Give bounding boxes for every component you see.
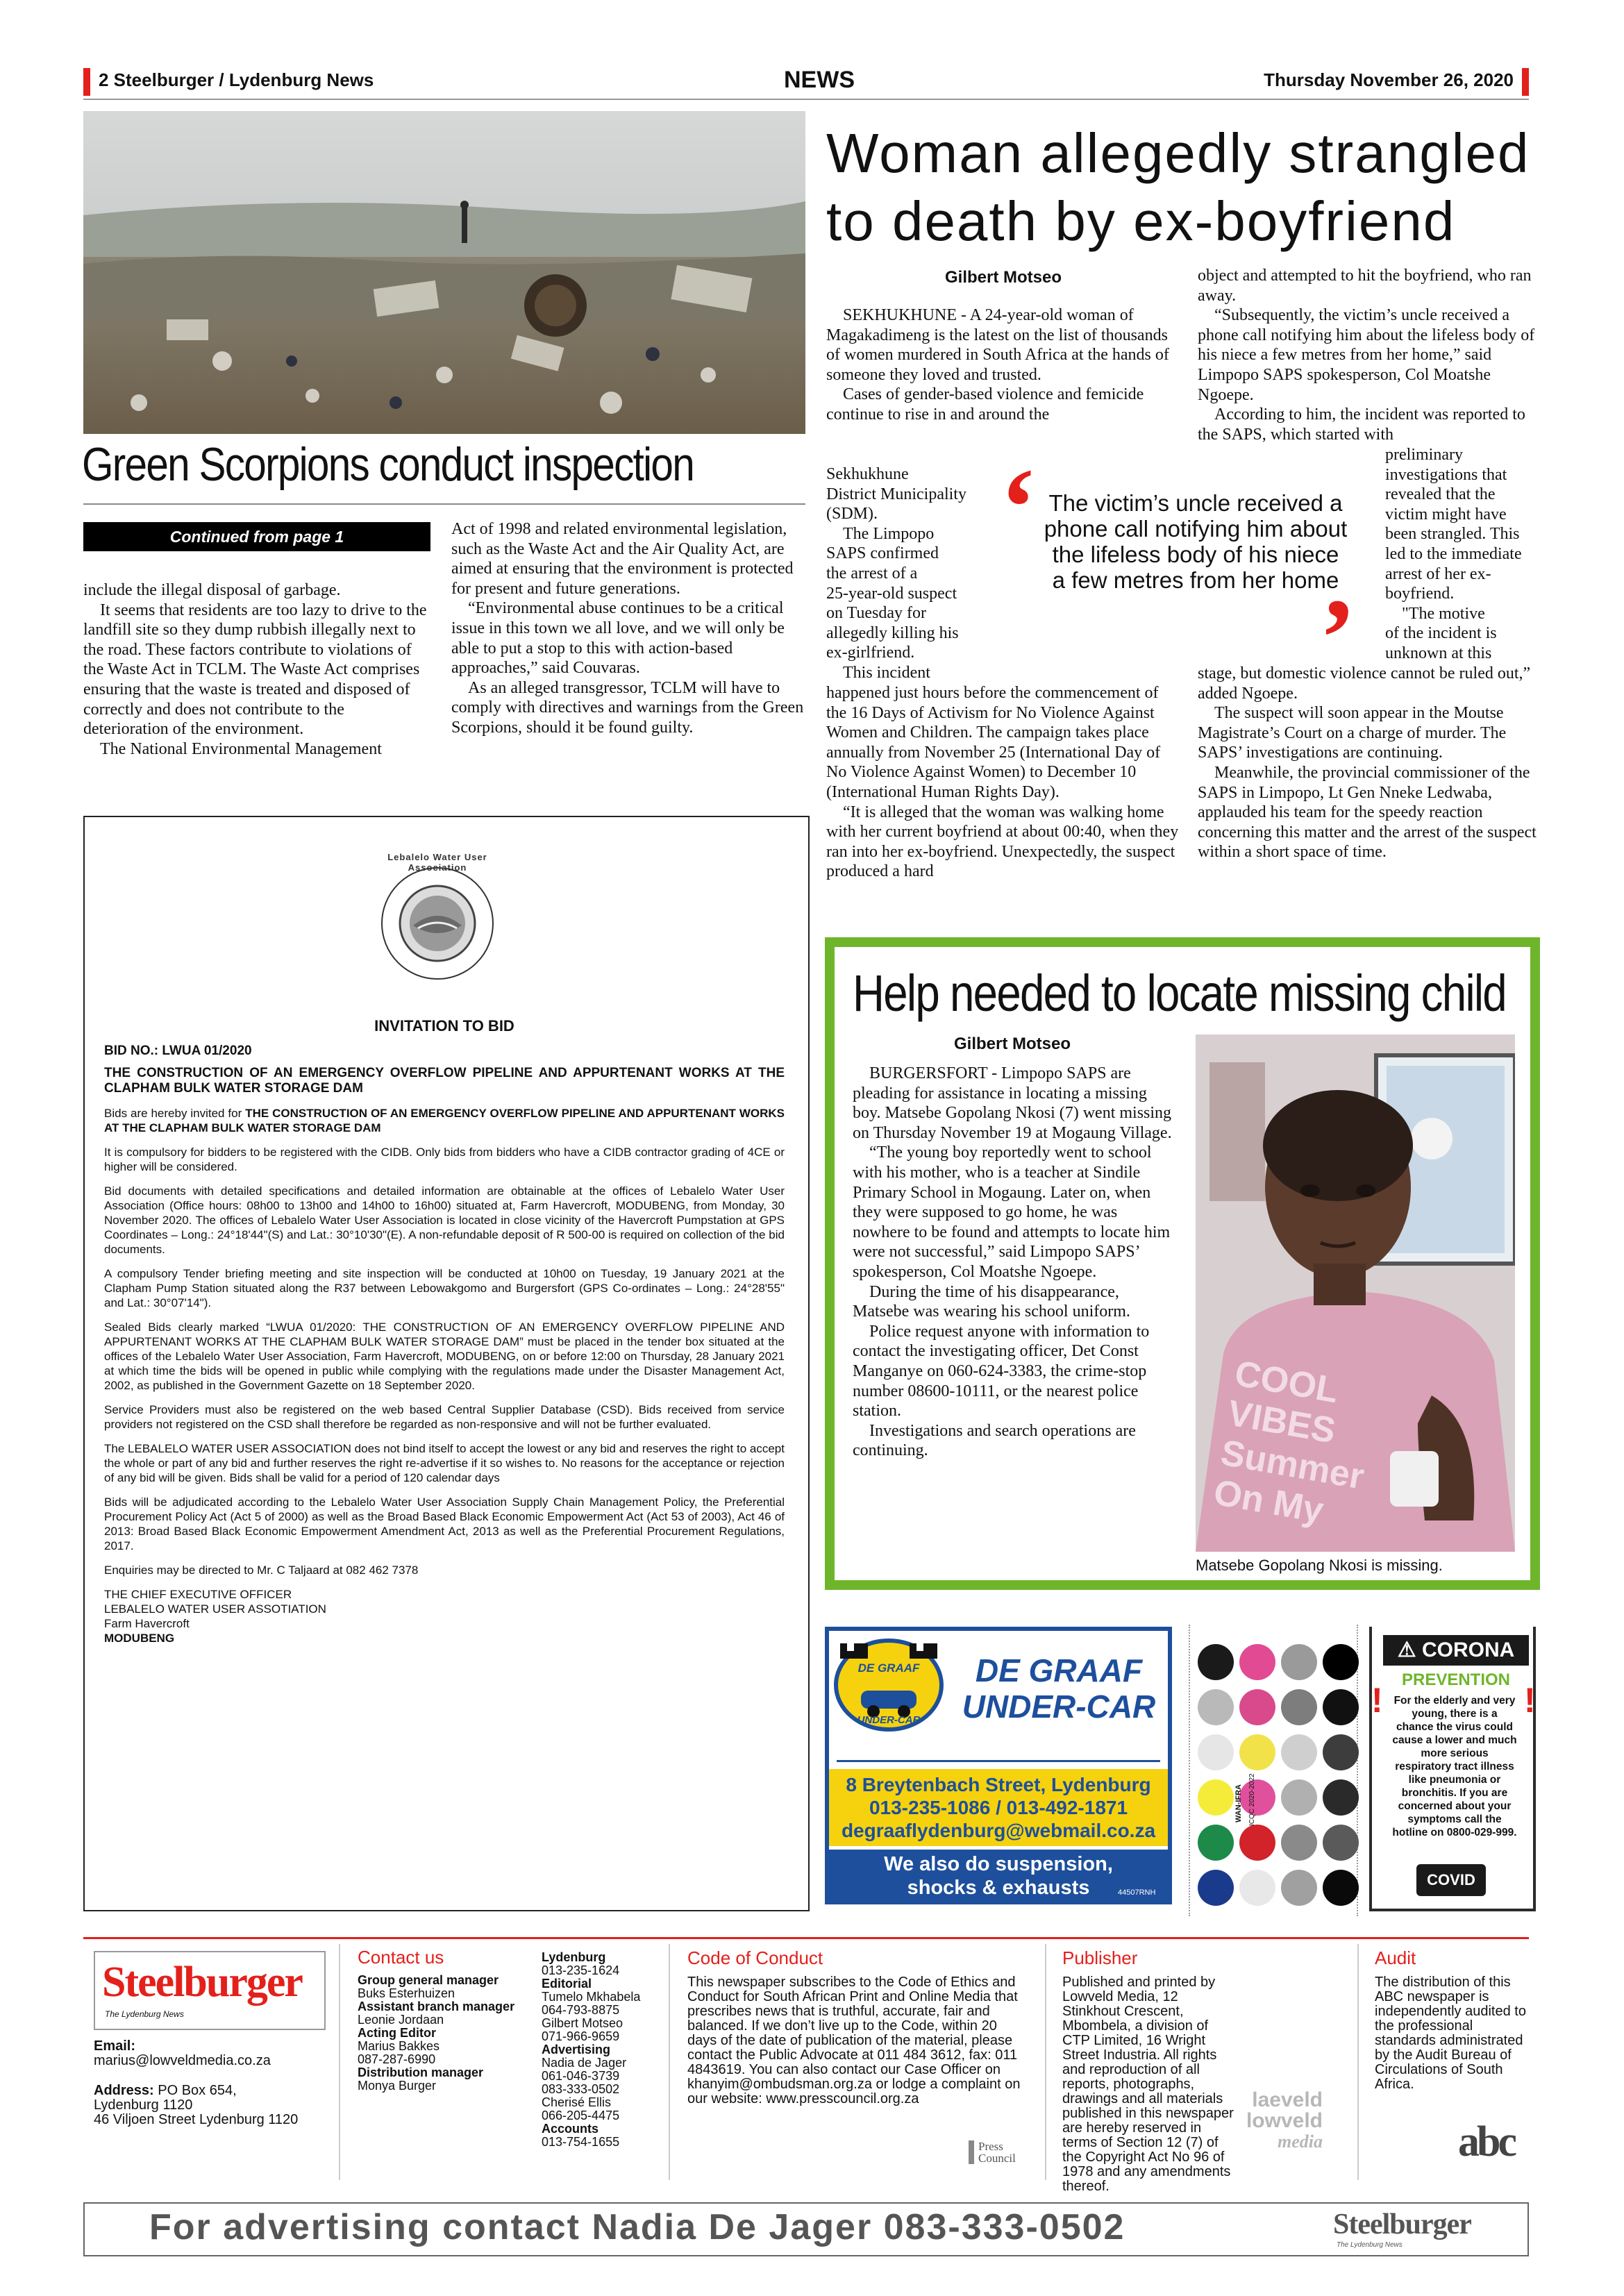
contact-r-9: 066-205-4475 [542, 2109, 620, 2122]
footer-divider-4 [1357, 1944, 1359, 2180]
st-c1-n4: SAPS confirmed [826, 544, 939, 563]
strangled-col1-bottom [826, 683, 1180, 882]
mc-p5: Investigations and search operations are continuing. [853, 1421, 1136, 1460]
lebalelo-logo-text: Lebalelo Water User Association [387, 852, 487, 873]
st-c1-n1: District Municipality [826, 485, 966, 503]
color-swatch [1239, 1825, 1275, 1861]
st-c2-n0: preliminary [1385, 446, 1463, 464]
st-c1-n8: allegedly killing his [826, 623, 959, 642]
st-c1-n3: The Limpopo [843, 524, 935, 543]
degraaf-rule [837, 1760, 1160, 1762]
footer-audit-text: The distribution of this ABC newspaper is independently audited to the professional standards administrated by the Audit Bureau of Circulations of South Africa. [1375, 1975, 1526, 2092]
color-swatch [1281, 1689, 1317, 1725]
contact-name-1: Leonie Jordaan [358, 2013, 444, 2027]
corona-subtitle: PREVENTION [1401, 1670, 1511, 1689]
tender-sign-4: MODUBENG [104, 1632, 175, 1645]
headline-rule [83, 503, 805, 505]
continued-banner [83, 522, 430, 551]
footer-conduct-text: This newspaper subscribes to the Code of Ethics and Conduct for South African Print and Online Media that prescribes news that is truthful, accurate, fair and balanced. If we don’t live up to the Code, within 20 days of the date of publication of the material, please contact the Public Advocate at 011 484 3612, fax: 011 4843619. You can also contact our Case Officer on khanyim@ombudsman.org.za or lodge a complaint on our website: www.presscouncil.org.za [687, 1975, 1021, 2106]
st-c2-n3: victim might have [1385, 505, 1507, 523]
banner-logo-sub: The Lydenburg News [1337, 2241, 1403, 2249]
degraaf-logo-top: DE GRAAF [857, 1661, 920, 1675]
st-c1-n5: the arrest of a [826, 564, 918, 583]
contact-r-5: Nadia de Jager [542, 2056, 627, 2070]
tender-sign-2: LEBALELO WATER USER ASSOTIATION [104, 1602, 326, 1616]
color-swatch [1198, 1870, 1234, 1906]
green-scorpions-col2 [451, 519, 805, 738]
contact-r-10: 013-754-1655 [542, 2135, 620, 2149]
st-c2-n1: investigations that [1385, 465, 1507, 484]
gs-c2-p1: Act of 1998 and related environmental legislation, such as the Waste Act and the Air Quality Act, are aimed at ensuring that the environment is protected for present and future generations. [451, 520, 794, 598]
st-c2-p1: object and attempted to hit the boyfriend, who ran away. [1198, 267, 1532, 305]
degraaf-tag-1: We also do suspension, [884, 1853, 1113, 1875]
banner-logo: Steelburger [1333, 2209, 1471, 2240]
gs-c1-p3: The National Environmental Management [100, 739, 382, 758]
mc-p3: During the time of his disappearance, Matsebe was wearing his school uniform. [853, 1282, 1130, 1321]
st-c2-n2: revealed that the [1385, 485, 1496, 504]
st-c1-n6: 25-year-old suspect [826, 584, 957, 603]
color-swatch [1198, 1734, 1234, 1770]
tender-p1-pre: Bids are hereby invited for [104, 1107, 242, 1120]
missing-child-byline: Gilbert Motseo [953, 1034, 1071, 1053]
st-c2-p3: According to him, the incident was reported to the SAPS, which started with [1198, 405, 1525, 444]
st-c1-p4: “It is alleged that the woman was walking home with her current boyfriend at about 00:40, when they ran into her ex-boyfriend. Unexpectedly, the suspect produced a hard [826, 803, 1179, 881]
contact-role-0: Group general manager [358, 1973, 499, 1987]
header-right-marker [1522, 68, 1529, 96]
header-left-marker [83, 68, 90, 96]
st-c1-n2: (SDM). [826, 505, 878, 523]
gs-c2-p2: “Environmental abuse continues to be a critical issue in this town we all love, and we will only be able to put a stop to this with action-based approaches,” said Couvaras. [451, 599, 785, 678]
st-c1-p2: Cases of gender-based violence and femicide continue to rise in and around the [826, 385, 1144, 424]
tender-title: INVITATION TO BID [374, 1017, 514, 1034]
colorbar-label-1: WAN-IFRA [1234, 1784, 1243, 1822]
pullquote-open-mark: ‘ [1000, 445, 1037, 569]
tender-p8: Bids will be adjudicated according to the Lebalelo Water User Association Supply Chain Management Policy, the Preferential Procurement Policy Act (Act 5 of 2000) as well as the Broad Based Black Economic Empowerment Act (Act 53 of 2003), Act 46 of 2013: Broad Based Black Economic Empowerment Amendment Act, 2013 as well as the Preferential Procurement Regulations, 2017. [104, 1495, 785, 1552]
footer-contact-title: Contact us [358, 1947, 444, 1968]
color-swatch [1239, 1644, 1275, 1680]
color-swatch [1323, 1734, 1359, 1770]
footer-divider-2 [669, 1944, 670, 2180]
footer-conduct [687, 1947, 1028, 2106]
pullquote-close-mark: ’ [1319, 576, 1357, 699]
shirt-print: COOL VIBES Summer On My [1210, 1353, 1367, 1532]
degraaf-title [951, 1652, 1166, 1725]
contact-r-7: 083-333-0502 [542, 2082, 620, 2096]
colorbar-label-2: ICQC 2020-2022 [1248, 1773, 1256, 1826]
footer-publisher-title: Publisher [1062, 1947, 1138, 1968]
st-c2-n10: unknown at this [1385, 644, 1492, 662]
st-c2-n4: been strangled. This [1385, 525, 1520, 544]
footer-email-label: Email: [94, 2038, 136, 2054]
abc-logo: abc [1458, 2118, 1514, 2165]
degraaf-address: 8 Breytenbach Street, Lydenburg [846, 1774, 1151, 1795]
color-swatch [1198, 1825, 1234, 1861]
footer-address-2: Lydenburg 1120 [94, 2097, 193, 2113]
contact-r-role-1: Editorial [542, 1977, 592, 1991]
st-c1-n9: ex-girlfriend. [826, 644, 915, 662]
color-swatch [1239, 1734, 1275, 1770]
color-swatch [1323, 1779, 1359, 1816]
tender-p4: A compulsory Tender briefing meeting and site inspection will be conducted at 10h00 on Tuesday, 19 January 2021 at the Clapham Pump Station situated along the R37 between Lebowakgomo and Burgersfort (GPS Co-ordinates – Long.: 24°28'55" and Lat.: 30°07'14"). [104, 1267, 785, 1309]
contact-name-0: Buks Esterhuizen [358, 1986, 455, 2000]
lebalelo-logo [375, 852, 500, 982]
missing-child-photo [1196, 1034, 1515, 1552]
strangled-col1-top [826, 305, 1180, 425]
color-swatch [1281, 1734, 1317, 1770]
green-scorpions-headline: Green Scorpions conduct inspection [82, 438, 694, 491]
lowveld-media-logo [1243, 2090, 1323, 2152]
header-rule [83, 99, 1529, 100]
tender-sign-1: THE CHIEF EXECUTIVE OFFICER [104, 1588, 292, 1601]
degraaf-logo-bottom: UNDER-CAR [857, 1714, 921, 1726]
lowveld-logo-2: lowveld [1246, 2109, 1323, 2132]
degraaf-email: degraaflydenburg@webmail.co.za [841, 1820, 1156, 1841]
footer-address-block [94, 2039, 330, 2127]
contact-r-4: 071-966-9659 [542, 2029, 620, 2043]
corona-exclaim-right: ! [1524, 1681, 1536, 1720]
section-label: NEWS [784, 67, 855, 93]
color-swatch [1239, 1779, 1275, 1816]
tender-sign-3: Farm Havercroft [104, 1617, 190, 1630]
tender-p7: The LEBALELO WATER USER ASSOCIATION does not bind itself to accept the lowest or any bid and reserves the right to accept the whole or part of any bid and further reserves the right re-advertise if it so wishes to. No reasons for the acceptance or rejection of any bid will be given. Bids shall be valid for a period of 120 calendar days [104, 1442, 785, 1484]
contact-role-2: Acting Editor [358, 2026, 436, 2040]
footer-divider-1 [339, 1944, 340, 2180]
st-c2-n8: "The motive [1402, 604, 1485, 623]
tender-p6: Service Providers must also be registered on the web based Central Supplier Database (CSD). Bids received from service providers not registered on the CSD shall therefore be regarded as non-responsive and will not be further evaluated. [104, 1403, 785, 1431]
contact-role-4: Distribution manager [358, 2065, 484, 2079]
st-c2-n9: of the incident is [1385, 624, 1497, 643]
tender-bid-no: BID NO.: LWUA 01/2020 [104, 1044, 252, 1058]
missing-child-caption: Matsebe Gopolang Nkosi is missing. [1196, 1557, 1443, 1574]
color-swatch [1281, 1644, 1317, 1680]
contact-r-6: 061-046-3739 [542, 2069, 620, 2083]
st-c1-p1: SEKHUKHUNE - A 24-year-old woman of Magakadimeng is the latest on the list of thousands of women murdered in South Africa at the hands of someone they loved and trusted. [826, 306, 1169, 384]
contact-role-1: Assistant branch manager [358, 2000, 515, 2013]
corona-title: ⚠ CORONA [1383, 1635, 1529, 1666]
strangled-col1-narrow [826, 464, 993, 683]
footer-contact-right [542, 1951, 660, 2149]
tender-p3: Bid documents with detailed specifications and detailed information are obtainable at the offices of Lebalelo Water User Association (Office hours: 08h00 to 13h00 and 14h00 to 16h00) situated at, Farm Havercroft, MODUBENG, from Monday, 30 November 2020. The offices of Lebalelo Water User Association is located in close vicinity of the Havercroft Pumpstation at GPS Coordinates – Long.: 24°18'44"(S) and Lat.: 30°10'30"(E). A non-refundable deposit of R 500-00 is required on collection of the bid documents. [104, 1184, 785, 1256]
contact-r-8: Cherisé Ellis [542, 2095, 612, 2109]
corona-exclaim-left: ! [1371, 1681, 1383, 1720]
issue-date: Thursday November 26, 2020 [1264, 69, 1514, 90]
st-c2-n5: led to the immediate [1385, 544, 1522, 563]
degraaf-code: 44507RNH [1118, 1888, 1156, 1897]
color-swatch [1239, 1689, 1275, 1725]
contact-name-4: Monya Burger [358, 2079, 437, 2093]
st-c1-n10: This incident [843, 663, 930, 682]
green-scorpions-col1 [83, 580, 430, 759]
footer-address-label: Address: [94, 2083, 154, 2098]
contact-r-2: 064-793-8875 [542, 2003, 620, 2017]
footer-masthead-sub: The Lydenburg News [105, 2009, 184, 2019]
st-c1-n7: on Tuesday for [826, 604, 927, 623]
color-swatch [1198, 1779, 1234, 1816]
pullquote: The victim’s uncle received a phone call notifying him about the lifeless body of his niece a few metres from her home [1044, 490, 1348, 593]
st-c1-n0: Sekhukhune [826, 465, 909, 483]
degraaf-tagline [829, 1850, 1168, 1900]
contact-r-1: Tumelo Mkhabela [542, 1990, 641, 2004]
color-swatch [1323, 1870, 1359, 1906]
footer-audit [1375, 1947, 1527, 2092]
footer-publisher-text: Published and printed by Lowveld Media, 12 Stinkhout Crescent, Mbombela, a division of CTP Limited, 16 Wright Street Industria. All rights and reproduction of all reports, photographs, drawings and all materials published in this newspaper are hereby reserved in terms of Section 12 (7) of the Copyright Act No 96 of 1978 and any amendments thereof. [1062, 1975, 1234, 2194]
contact-r-0: 013-235-1624 [542, 1963, 620, 1977]
missing-child-headline: Help needed to locate missing child [853, 964, 1506, 1022]
contact-r-3: Gilbert Motseo [542, 2016, 623, 2030]
gs-c1-p2: It seems that residents are too lazy to drive to the landfill site so they dump rubbish illegally next to the road. These factors contribute to violations of the Waste Act in TCLM. The Waste Act comprises ensuring that the waste is treated and disposed of correctly and does not contribute to the deterioration of the environment. [83, 601, 427, 739]
strangled-headline [826, 119, 1534, 255]
tender-p5: Sealed Bids clearly marked “LWUA 01/2020: THE CONSTRUCTION OF AN EMERGENCY OVERFLOW PIPELINE AND APPURTENANT WORKS AT THE CLAPHAM BULK WATER STORAGE DAM” must be placed in the tender box situated at the offices of the Lebalelo Water User Association, Farm Havercroft, MODUBENG, on or before 12:00 on Thursday, 28 January 2021 at which time the bids will be opened in public while complying with the regulations made under the Disaster Management Act, 2002, as published in the Government Gazette on 18 September 2020. [104, 1321, 785, 1392]
footer-email[interactable]: marius@lowveldmedia.co.za [94, 2053, 271, 2068]
continued-label: Continued from page 1 [169, 528, 344, 546]
tender-body [104, 1017, 785, 1645]
color-swatch [1281, 1870, 1317, 1906]
contact-name-3: 087-287-6990 [358, 2052, 436, 2066]
footer-conduct-title: Code of Conduct [687, 1947, 823, 1968]
degraaf-phones: 013-235-1086 / 013-492-1871 [869, 1797, 1128, 1818]
color-swatch [1281, 1779, 1317, 1816]
contact-r-role-0: Lydenburg [542, 1950, 606, 1964]
degraaf-tag-2: shocks & exhausts [907, 1877, 1090, 1899]
degraaf-title-2: UNDER-CAR [962, 1689, 1156, 1725]
st-c2-n6: arrest of her ex- [1385, 564, 1491, 583]
landfill-photo-art [83, 111, 805, 434]
st-c2-p6: Meanwhile, the provincial commissioner of the SAPS in Limpopo, Lt Gen Nneke Ledwaba, applauded his team for the speedy reaction concerning this matter and the arrest of the suspect within a short space of time. [1198, 763, 1537, 862]
tender-p9: Enquiries may be directed to Mr. C Taljaard at 082 462 7378 [104, 1564, 419, 1577]
corona-body: For the elderly and very young, there is a chance the virus could cause a lower and much more serious respiratory tract illness like pneumonia or bronchitis. If you are concerned about your symptoms call the hotline on 0800-029-999. [1392, 1695, 1517, 1838]
advertising-banner-text: For advertising contact Nadia De Jager 083-333-0502 [149, 2207, 1125, 2247]
footer-masthead [94, 1951, 326, 2030]
footer-address-1: PO Box 654, [158, 2083, 237, 2098]
lowveld-logo-3: media [1278, 2131, 1323, 2152]
strangled-col2-bottom [1198, 664, 1545, 862]
footer-masthead-title: Steelburger [102, 1959, 302, 2006]
contact-r-role-10: Accounts [542, 2122, 599, 2136]
st-c2-p2: “Subsequently, the victim’s uncle received a phone call notifying him about the lifeless body of his niece a few metres from her home,” said Limpopo SAPS spokesperson, Col Moatshe Ngoepe. [1198, 306, 1535, 404]
strangled-byline: Gilbert Motseo [944, 268, 1062, 287]
color-swatch [1281, 1825, 1317, 1861]
mc-p2: “The young boy reportedly went to school with his mother, who is a teacher at Sindile Primary School in Mogaung. Later on, when they were supposed to go home, he was nowhere to be found and attempts to locate him were not successful,” said Limpopo SAPS’ spokesperson, Col Moatshe Ngoepe. [853, 1143, 1171, 1281]
color-swatch [1198, 1644, 1234, 1680]
lebalelo-logo-icon [375, 864, 500, 982]
footer-address-3: 46 Viljoen Street Lydenburg 1120 [94, 2112, 299, 2127]
color-swatch [1239, 1870, 1275, 1906]
tender-p1-bold: THE CONSTRUCTION OF AN EMERGENCY OVERFLOW PIPELINE AND APPURTENANT WORKS AT THE CLAPHAM BULK WATER STORAGE DAM [104, 1107, 785, 1134]
footer-publisher [1062, 1947, 1326, 2194]
contact-name-2: Marius Bakkes [358, 2039, 440, 2053]
landfill-photo [83, 111, 805, 434]
degraaf-logo [833, 1636, 944, 1734]
st-c2-p4: stage, but domestic violence cannot be ruled out,” added Ngoepe. [1198, 664, 1531, 703]
missing-child-body [853, 1064, 1172, 1461]
mc-p1: BURGERSFORT - Limpopo SAPS are pleading for assistance in locating a missing boy. Matsebe Gopolang Nkosi (7) went missing on Thursday November 19 at Mogaung Village. [853, 1064, 1172, 1142]
gs-c1-p1: include the illegal disposal of garbage. [83, 581, 341, 599]
contact-r-role-5: Advertising [542, 2043, 611, 2056]
strangled-headline-line1: Woman allegedly strangled [826, 122, 1530, 184]
page-label: 2 Steelburger / Lydenburg News [99, 69, 374, 90]
degraaf-title-1: DE GRAAF [975, 1652, 1143, 1689]
footer-divider-3 [1045, 1944, 1046, 2180]
color-swatch [1323, 1644, 1359, 1680]
st-c1-p3: happened just hours before the commencement of the 16 Days of Activism for No Violence Against Women and Children. The campaign takes place annually from November 25 (International Day of No Violence Against Women) to December 10 (International Human Rights Day). [826, 684, 1161, 801]
lowveld-logo-1: laeveld [1252, 2088, 1323, 2111]
color-swatch [1323, 1689, 1359, 1725]
color-swatch [1323, 1825, 1359, 1861]
strangled-col2-narrow [1385, 445, 1545, 664]
covid-logo: COVID [1416, 1864, 1486, 1896]
tender-project: THE CONSTRUCTION OF AN EMERGENCY OVERFLOW PIPELINE AND APPURTENANT WORKS AT THE CLAPHAM BULK WATER STORAGE DAM [104, 1066, 785, 1096]
st-c2-p5: The suspect will soon appear in the Moutse Magistrate’s Court on a charge of murder. The SAPS’ investigations are continuing. [1198, 704, 1507, 762]
gs-c2-p3: As an alleged transgressor, TCLM will have to comply with directives and warnings from the Green Scorpions, should it be found guilty. [451, 678, 804, 737]
color-swatch [1198, 1689, 1234, 1725]
mc-p4: Police request anyone with information to contact the investigating officer, Det Const Manganye on 060-624-3383, the crime-stop number 08600-10111, or the nearest police station. [853, 1322, 1150, 1421]
footer-contact-left [358, 1947, 531, 2093]
st-c2-n7: boyfriend. [1385, 585, 1455, 603]
tender-p2: It is compulsory for bidders to be registered with the CIDB. Only bids from bidders who have a CIDB contractor grading of 4CE or higher will be considered. [104, 1146, 785, 1173]
footer-audit-title: Audit [1375, 1947, 1416, 1968]
tender-p1 [104, 1106, 785, 1135]
strangled-col2-top [1198, 266, 1545, 444]
press-council-logo: Press Council [969, 2140, 1041, 2164]
degraaf-details [829, 1769, 1168, 1846]
strangled-headline-line2: to death by ex-boyfriend [826, 190, 1456, 252]
